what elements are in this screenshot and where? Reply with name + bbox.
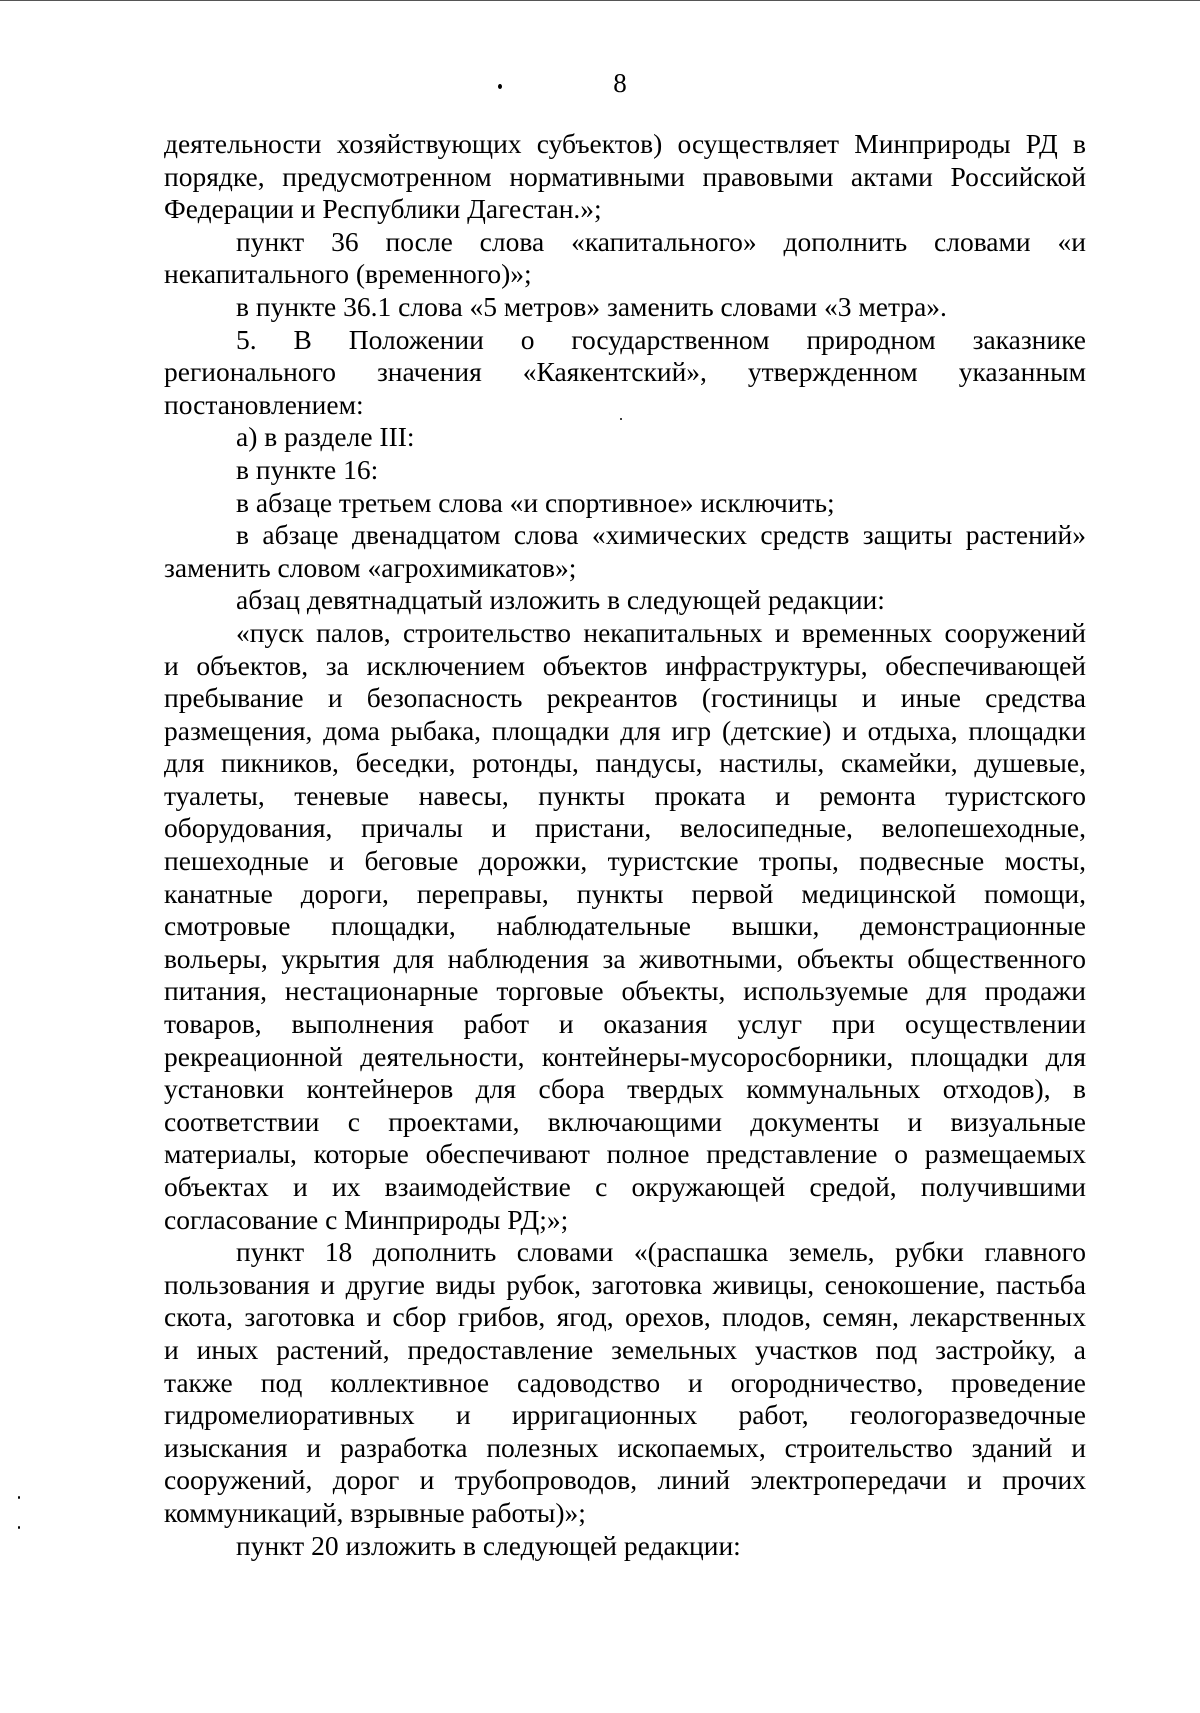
text-line: пункт 36 после слова «капитального» дополнить словами «и [236,225,1086,257]
text-line: абзац девятнадцатый изложить в следующей редакции: [236,584,885,616]
scan-speck [620,418,622,420]
text-line: туалеты, теневые навесы, пункты проката и ремонта туристского [164,779,1086,811]
text-line: «пуск палов, строительство некапитальных и временных сооружений [236,616,1086,648]
text-line: и иных растений, предоставление земельных участков под застройку, а [164,1333,1086,1365]
text-line: порядке, предусмотренном нормативными правовыми актами Российской [164,160,1086,192]
text-line: согласование с Минприроды РД;»; [164,1203,569,1235]
text-line: 5. В Положении о государственном природном заказнике [236,323,1086,355]
text-line: коммуникаций, взрывные работы)»; [164,1496,586,1528]
text-line: регионального значения «Каякентский», утвержденном указанным [164,356,1086,388]
text-line: в абзаце двенадцатом слова «химических средств защиты растений» [236,519,1086,551]
text-line: размещения, дома рыбака, площадки для игр (детские) и отдыха, площадки [164,714,1086,746]
text-line: пункт 20 изложить в следующей редакции: [236,1529,741,1561]
text-line: канатные дороги, переправы, пункты первой медицинской помощи, [164,877,1086,909]
text-line: Федерации и Республики Дагестан.»; [164,193,602,225]
text-line: и объектов, за исключением объектов инфраструктуры, обеспечивающей [164,649,1086,681]
text-line: установки контейнеров для сбора твердых коммунальных отходов), в [164,1073,1086,1105]
text-line: а) в разделе III: [236,421,415,453]
scan-edge [0,0,1200,1]
text-line: вольеры, укрытия для наблюдения за животными, объекты общественного [164,942,1086,974]
text-line: товаров, выполнения работ и оказания услуг при осуществлении [164,1008,1086,1040]
text-line: для пикников, беседки, ротонды, пандусы, настилы, скамейки, душевые, [164,747,1086,779]
text-line: заменить словом «агрохимикатов»; [164,551,577,583]
text-line: постановлением: [164,388,364,420]
text-line: смотровые площадки, наблюдательные вышки, демонстрационные [164,910,1086,942]
text-line: пользования и другие виды рубок, заготовка живицы, сенокошение, пастьба [164,1268,1086,1300]
scan-speck [18,1496,20,1499]
text-line: объектах и их взаимодействие с окружающей средой, получившими [164,1171,1086,1202]
text-line: в пункте 16: [236,453,379,485]
text-line: также под коллективное садоводство и огородничество, проведение [164,1366,1086,1398]
text-line: оборудования, причалы и пристани, велосипедные, велопешеходные, [164,812,1086,844]
document-body [164,128,1086,1562]
text-line: изыскания и разработка полезных ископаемых, строительство зданий и [164,1431,1086,1463]
text-line: материалы, которые обеспечивают полное представление о размещаемых [164,1138,1086,1170]
text-line: некапитального (временного)»; [164,258,532,290]
text-line: пешеходные и беговые дорожки, туристские тропы, подвесные мосты, [164,845,1086,877]
page-number: 8 [613,68,627,98]
scan-speck [18,1526,20,1529]
text-line: скота, заготовка и сбор грибов, ягод, орехов, плодов, семян, лекарственных [164,1301,1086,1333]
text-line: в абзаце третьем слова «и спортивное» исключить; [236,486,835,518]
text-line: питания, нестационарные торговые объекты, используемые для продажи [164,975,1086,1007]
text-line: соответствии с проектами, включающими документы и визуальные [164,1105,1086,1137]
text-line: пребывание и безопасность рекреантов (гостиницы и иные средства [164,682,1086,714]
text-line: в пункте 36.1 слова «5 метров» заменить словами «3 метра». [236,290,947,322]
text-line: деятельности хозяйствующих субъектов) осуществляет Минприроды РД в [164,128,1086,159]
text-line: гидромелиоративных и ирригационных работ, геологоразведочные [164,1399,1086,1431]
text-line: пункт 18 дополнить словами «(распашка земель, рубки главного [236,1236,1086,1268]
text-line: рекреационной деятельности, контейнеры-мусоросборники, площадки для [164,1040,1086,1072]
text-line: сооружений, дорог и трубопроводов, линий электропередачи и прочих [164,1464,1086,1496]
scan-speck [498,84,502,89]
